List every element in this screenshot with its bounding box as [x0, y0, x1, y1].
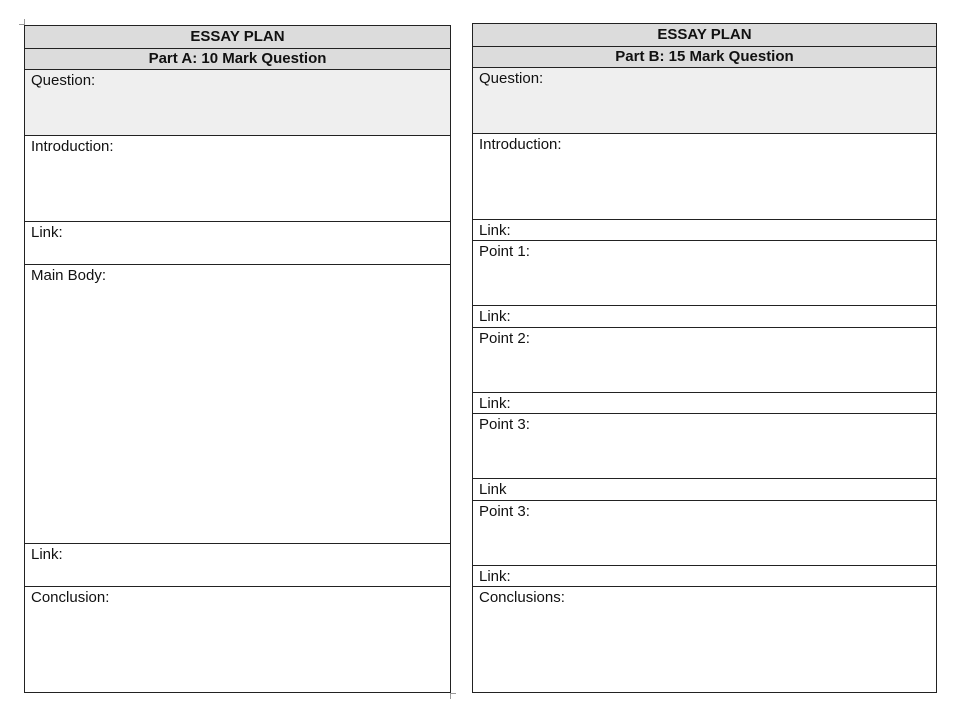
link-field[interactable] — [25, 544, 450, 587]
question-field[interactable] — [25, 70, 450, 136]
link-label: Link: — [31, 224, 63, 241]
plan-subtitle: Part A: 10 Mark Question — [25, 49, 450, 70]
link-field[interactable] — [473, 220, 936, 241]
point-2-field[interactable] — [473, 328, 936, 393]
conclusion-label: Conclusion: — [31, 589, 110, 606]
essay-plan-part-b — [472, 23, 937, 693]
conclusions-field[interactable] — [473, 587, 936, 692]
plan-title: ESSAY PLAN — [473, 24, 936, 47]
point-1-label: Point 1: — [479, 243, 530, 260]
point-4-field[interactable] — [473, 501, 936, 566]
conclusion-field[interactable] — [25, 587, 450, 692]
point-3-label: Point 3: — [479, 416, 530, 433]
essay-plan-part-a — [24, 25, 451, 693]
question-label: Question: — [479, 70, 544, 87]
main-body-field[interactable] — [25, 265, 450, 544]
link-field[interactable] — [473, 479, 936, 501]
introduction-label: Introduction: — [479, 136, 562, 153]
plan-title: ESSAY PLAN — [25, 26, 450, 49]
plan-subtitle: Part B: 15 Mark Question — [473, 47, 936, 68]
link-label: Link: — [479, 395, 511, 412]
link-label: Link: — [479, 308, 511, 325]
page-corner-mark — [450, 693, 456, 699]
link-field[interactable] — [473, 306, 936, 328]
link-label: Link — [479, 481, 507, 498]
link-label: Link: — [479, 568, 511, 585]
link-label: Link: — [479, 222, 511, 239]
introduction-field[interactable] — [473, 134, 936, 220]
question-field[interactable] — [473, 68, 936, 134]
point-3-field[interactable] — [473, 414, 936, 479]
main-body-label: Main Body: — [31, 267, 107, 284]
link-field[interactable] — [473, 393, 936, 414]
introduction-label: Introduction: — [31, 138, 114, 155]
point-2-label: Point 2: — [479, 330, 530, 347]
conclusions-label: Conclusions: — [479, 589, 565, 606]
question-label: Question: — [31, 72, 96, 89]
link-field[interactable] — [25, 222, 450, 265]
point-1-field[interactable] — [473, 241, 936, 306]
point-4-label: Point 3: — [479, 503, 530, 520]
link-label: Link: — [31, 546, 63, 563]
introduction-field[interactable] — [25, 136, 450, 222]
link-field[interactable] — [473, 566, 936, 587]
